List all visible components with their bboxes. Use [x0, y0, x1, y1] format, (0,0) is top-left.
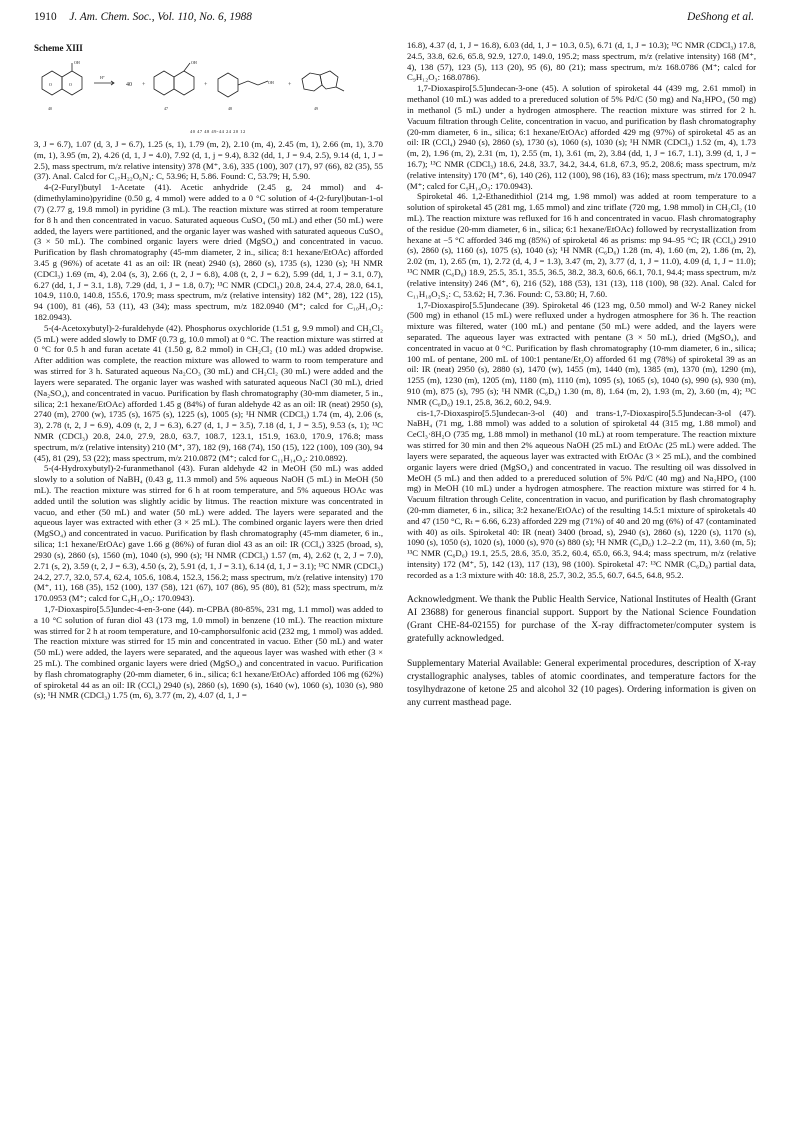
supplementary-material: Supplementary Material Available: General experimental procedures, description of X-ray crystallographic analyses, tables of atomic coordinates, and temperature factors for the tosylhydrazone of ketone 25 and alcohol 32 (10 pages). Ordering information is given on any current masthead page.	[407, 657, 756, 708]
paragraph-furanmethanol-43: 5-(4-Hydroxybutyl)-2-furanmethanol (43). Furan aldehyde 42 in MeOH (50 mL) was added slowly to a solution of NaBH₄ (0.43 g, 11.3 mmol) and 5% aqueous NaOH (5 mL) in MeOH (50 mL). The reaction mixture was stirred for 6 h at room temperature, and 5% aqueous HOAc was added until the solution was slightly acidic by litmus. The reaction mixture was concentrated in vacuo, and ether (50 mL) and water (50 mL) were added. The layers were separated and the aqueous layer was extracted with ether (3 × 25 mL). The combined organic layers were then dried (MgSO₄) and concentrated in vacuo. Purification by flash chromatography (45-mm diameter, 6 in., silica; 1:1 hexane/EtOAc) gave 1.66 g (86%) of furan diol 43 as an oil: IR (CCl₄) 3325 (broad, s), 2930 (s), 2860 (s), 1560 (m), 1040 (s), 990 (s); ¹H NMR (CDCl₃) 1.57 (m, 4), 2.62 (t, 2, J = 7.0), 2.71 (s, 2), 3.59 (t, 2, J = 6.3), 4.50 (s, 2), 5.91 (d, 1, J = 3.1), 6.14 (d, 1, J = 3.1); ¹³C NMR (CDCl₃) 24.2, 27.7, 32.0, 57.4, 62.4, 105.6, 108.4, 152.3, 156.2; mass spectrum, m/z (relative intensity) 170 (M⁺, 11), 168 (35), 152 (100), 137 (58), 121 (67), 107 (86), 95 (80), 81 (52); mass spectrum, m/z 170.0953 (M⁺; calcd for C₉H₁₄O₃: 170.0943).	[34, 463, 383, 604]
svg-text:H⁺: H⁺	[100, 75, 105, 80]
paragraph-spiroketal-44: 1,7-Dioxaspiro[5.5]undec-4-en-3-one (44). m-CPBA (80-85%, 231 mg, 1.1 mmol) was added to a 10 °C solution of furan diol 43 (173 mg, 1.0 mmol) in benzene (10 mL). The reaction mixture was stirred for 2 h at room temperature, and 10-camphorsulfonic acid (232 mg, 1 mmol) was added. The reaction mixture was stirred for 15 min and concentrated in vacuo. Ether (50 mL) and water (50 mL) were added, the layers were separated, and the aqueous layer was washed with ether (3 × 25 mL). The combined organic layers were dried (MgSO₄) and concentrated in vacuo. Purification by flash chromatography (20-mm diameter, 6 in., silica; 6:1 hexane/EtOAc) afforded 106 mg (62%) of spiroketal 44 as an oil: IR (CCl₄) 2940 (s), 2860 (s), 1690 (s), 1640 (w), 1060 (s), 1030 (s), 980 (s); ¹H NMR (CDCl₃) 1.75 (m, 6), 3.77 (m, 2), 4.07 (d, 1, J =	[34, 603, 383, 701]
svg-text:+: +	[142, 82, 146, 88]
paragraph-continued: 3, J = 6.7), 1.07 (d, 3, J = 6.7), 1.25 (s, 1), 1.79 (m, 2), 2.10 (m, 4), 2.45 (m, 1), 2.66 (m, 1), 3.70 (m, 1), 3.95 (m, 2), 4.26 (d, 1, J = 4.0), 7.92 (d, 1, j = 9.4), 8.32 (dd, 1, J = 9.4, 2.5), 9.14 (d, 1, J = 2.5), mass spectrum, m/z relative intensity) 378 (M⁺, 3.6), 335 (100), 307 (17), 97 (66), 82 (35), 55 (37). Anal. Calcd for C₁₇H₂₂O₆N₄: C, 53.96; H, 5.86. Found: C, 53.79; H, 5.90.	[34, 139, 383, 182]
svg-text:40: 40	[48, 106, 52, 111]
svg-text:OH: OH	[74, 60, 80, 65]
svg-text:O: O	[69, 82, 72, 87]
svg-text:OH: OH	[191, 60, 197, 65]
structure-47	[154, 60, 197, 95]
page-header	[34, 11, 754, 29]
structure-48	[218, 73, 274, 97]
header-left	[34, 11, 252, 23]
acknowledgment: Acknowledgment. We thank the Public Health Service, National Institutes of Health (Grant AI 23688) for generous financial support. Support by the National Science Foundation (Grant CHE-84-02155) for purchase of the X-ray diffractometer/computer system is gratefully acknowledged.	[407, 593, 756, 644]
left-column	[34, 43, 383, 701]
structure-40	[42, 60, 82, 95]
scheme-title: Scheme XIII	[34, 43, 83, 53]
svg-text:47: 47	[164, 106, 168, 111]
svg-text:O: O	[49, 82, 52, 87]
paragraph-spiroketal-45: 1,7-Dioxaspiro[5.5]undecan-3-one (45). A solution of spiroketal 44 (439 mg, 2.61 mmol) in methanol (10 mL) was added to a prereduced solution of 5% Pd/C (50 mg) and Na₂HPO₄ (50 mg) in methanol (5 mL) under a hydrogen atmosphere. The reaction mixture was stirred for 2 h. Vacuum filtration through Celite, concentration in vacuo, and purification by flash chromatography (20-mm diameter, 6 in., silica; 6:1 hexane/EtOAc) afforded 429 mg (97%) of spiroketal 45 as an oil: IR (CCl₄) 2940 (s), 2860 (s), 1730 (s), 1060 (s), 1030 (s); ¹H NMR (CDCl₃) 1.52 (m, 4), 1.73 (m, 2), 1.96 (m, 2), 2.31 (m, 1), 2.55 (m, 1), 3.61 (m, 2), 3.84 (dd, 1, J = 16.7, 1.1), 3.99 (d, 1, J = 16.7); ¹³C NMR (CDCl₃) 18.6, 24.8, 33.7, 34.2, 34.4, 61.8, 67.3, 95.2, 208.6; mass spectrum, m/z (relative intensity) 170 (M⁺, 6), 140 (26), 112 (100), 98 (16), 83 (16); mass spectrum, m/z 170.0947 (M⁺; calcd for C₉H₁₄O₃: 170.0943).	[407, 83, 756, 191]
structure-49	[302, 71, 344, 91]
scheme-structures	[34, 55, 383, 125]
paragraph-continued-right: 16.8), 4.37 (d, 1, J = 16.8), 6.03 (dd, 1, J = 10.3, 0.5), 6.71 (d, 1, J = 10.3); ¹³C NMR (CDCl₃) 17.8, 24.5, 33.8, 62.6, 65.8, 92.9, 127.0, 149.0, 195.2; mass spectrum, m/z (relative intensity) 168 (M⁺, 4), 138 (57), 123 (5), 113 (20), 95 (6), 80 (21); mass spectrum, m/z 168.0786 (M⁺; calcd for C₉H₁₂O₃: 168.0786).	[407, 40, 756, 83]
svg-text:+: +	[204, 82, 208, 88]
paragraph-spiroketal-40-47: cis-1,7-Dioxaspiro[5.5]undecan-3-ol (40) and trans-1,7-Dioxaspiro[5.5]undecan-3-ol (47). NaBH₄ (71 mg, 1.88 mmol) was added to a solution of spiroketal 44 (315 mg, 1.88 mmol) and CeCl₃·8H₂O (735 mg, 1.88 mmol) in methanol (10 mL) at room temperature. The reaction mixture was stirred for 30 min and then 2% aqueous NaOH (25 mL) and EtOAc (25 mL) were added. The layers were separated, the aqueous layer was extracted with EtOAc (3 × 25 mL), and the combined organic layers were dried (MgSO₄) and concentrated in vacuo. The resulting oil was dissolved in MeOH (5 mL) and then added to a prereduced solution of 5% Pd/C (40 mg) and Na₂HPO₄ (100 mg) in MeOH (10 mL) under a hydrogen atmosphere. The reaction mixture was stirred for 4 h. Vacuum filtration through Celite, concentration in vacuo, and purification by flash chromatography (20-mm diameter, 6 in., silica; 3:2 hexane/EtOAc) of the resulting 14.5:1 mixture of spiroketals 40 and 47 (150 °C, Rₜ = 6.66, 6.23) afforded 229 mg (71%) of 40 and 20 mg (6%) of 47 (contaminated with 40) as oils. Spiroketal 40: IR (neat) 3400 (broad, s), 2940 (s), 2860 (s), 1220 (s), 1170 (s), 1090 (s), 1050 (s), 1020 (s), 1000 (s), 970 (s) 880 (s); ¹H NMR (C₆D₆) 1.2–2.2 (m, 11), 3.60 (m, 5); ¹³C NMR (C₆D₆) 19.1, 25.5, 28.6, 35.0, 35.2, 60.4, 65.0, 66.3, 94.4; mass spectrum, m/z (relative intensity) 172 (M⁺, 5), 142 (13), 117 (13), 98 (100). Spiroketal 47: ¹³C NMR (C₆D₆) partial data, recorded as a 1:3 mixture with 40: 18.8, 25.7, 30.2, 35.5, 60.7, 64.5, 64.8, 95.2.	[407, 407, 756, 580]
paragraph-furaldehyde-42: 5-(4-Acetoxybutyl)-2-furaldehyde (42). Phosphorus oxychloride (1.51 g, 9.9 mmol) and CH₂Cl₂ (5 mL) were added slowly to DMF (0.73 g, 10.0 mmol) at 0 °C. The reaction mixture was stirred at 0 °C for 0.5 h and furan acetate 41 (1.50 g, 8.2 mmol) in CH₂Cl₂ (10 mL) was added dropwise. After addition was complete, the reaction mixture was allowed to warm to room temperature and was stirred for 3 h. Saturated aqueous Na₂CO₃ (30 mL) and CH₂Cl₂ (30 mL) were added and the layers were separated. The organic layer was washed with saturated aqueous NaCl (30 mL), dried (Na₂SO₄), and concentrated in vacuo. Purification by flash chromatography (30-mm diameter, 5 in., silica; 2:1 hexane/EtOAc) afforded 1.45 g (84%) of furan aldehyde 42 as an oil: IR (neat) 2950 (s), 2740 (m), 2700 (w), 1735 (s), 1675 (s), 1225 (s), 1005 (s); ¹H NMR (CDCl₃) 1.74 (m, 4), 2.06 (s, 3), 2.78 (t, 2, J = 6.9), 4.09 (t, 2, J = 6.3), 6.27 (d, 1, J = 3.5), 7.18 (d, 1, J = 3.5), 9.53 (s, 1); ¹³C NMR (CDCl₃) 20.8, 24.0, 27.9, 28.0, 63.7, 108.7, 123.1, 151.9, 163.0, 170.9, 176.8; mass spectrum, m/z (relative intensity) 210 (M⁺, 37), 182 (9), 168 (74), 150 (15), 122 (100), 109 (30), 94 (45), 81 (29), 53 (22); mass spectrum, m/z 210.0872 (M⁺; calcd for C₁₁H₁₄O₄: 210.0892).	[34, 322, 383, 463]
svg-text:49: 49	[314, 106, 318, 111]
right-column	[407, 40, 756, 709]
page-number: 1910	[34, 11, 57, 23]
svg-text:40: 40	[126, 82, 132, 88]
paragraph-spiroketal-46: Spiroketal 46. 1,2-Ethanedithiol (214 mg, 1.98 mmol) was added at room temperature to a solution of spiroketal 45 (281 mg, 1.65 mmol) and zinc triflate (720 mg, 1.98 mmol) in CH₂Cl₂ (10 mL). The reaction mixture was refluxed for 16 h and concentrated in vacuo. Flash chromatography of the residue (20-mm diameter, 6 in., silica; 6:1 hexane/EtOAc) followed by recrystallization from hexane at −5 °C afforded 346 mg (85%) of spiroketal 46 as prisms: mp 94–95 °C; IR (CCl₄) 2910 (s), 2860 (s), 1160 (s), 1075 (s), 1040 (s); ¹H NMR (C₆D₆) 1.28 (m, 4), 1.60 (m, 2), 1.86 (m, 2), 2.02 (m, 1), 2.65 (m, 1), 2.72 (d, 4, J = 1.3), 3.47 (m, 2), 3.77 (d, 1, J = 11.0), 4.09 (d, 1, J = 11.0); ¹³C NMR (C₆D₆) 18.9, 25.5, 35.1, 35.5, 36.5, 38.2, 38.3, 60.6, 66.1, 70.1, 94.4; mass spectrum, m/z (relative intensity) 246 (M⁺, 6), 216 (52), 188 (53), 131 (13), 118 (100), 98 (32). Anal. Calcd for C₁₁H₁₈O₂S₂: C, 53.62; H, 7.36. Found: C, 53.80; H, 7.60.	[407, 191, 756, 299]
scheme-caption: 40 47 48 49-44 24 20 12	[190, 129, 246, 134]
paragraph-acetate-41: 4-(2-Furyl)butyl 1-Acetate (41). Acetic anhydride (2.45 g, 24 mmol) and 4-(dimethylamino)pyridine (0.50 g, 4 mmol) were added to a 0 °C solution of 4-(2-furyl)butan-1-ol (7) (2.77 g, 19.8 mmol) in pyridine (3 mL). The reaction mixture was stirred at room temperature for 8 h and then concentrated in vacuo. Saturated aqueous CuSO₄ (50 mL) and ether (50 mL) were added, the layers were partitioned, and the organic layer was washed with saturated aqueous CuSO₄ (3 × 50 mL). The combined organic layers were dried (MgSO₄) and concentrated in vacuo. Purification by flash chromatography (45-mm diameter, 2 in., silica; 8:1 hexane/EtOAc) afforded 3.45 g (96%) of acetate 41 as an oil: IR (neat) 2940 (s), 2860 (s), 1735 (s), 1230 (s); ¹H NMR (CDCl₃) 1.69 (m, 4), 2.04 (s, 3), 2.66 (t, 2, J = 6.8), 4.08 (t, 2, J = 6.2), 5.99 (dd, 1, J = 3.1, 0.7), 6.27 (dd, 1, J = 3.1, 1.8), 7.29 (dd, 1, J = 1.8, 0.7); ¹³C NMR (CDCl₃) 20.8, 24.4, 27.4, 28.0, 64.1, 104.9, 110.0, 140.8, 155.6, 170.9; mass spectrum, m/z (relative intensity) 182 (M⁺, 28), 122 (15), 94 (100), 81 (46), 53 (11), 43 (34); mass spectrum, m/z 182.0940 (M⁺; calcd for C₁₀H₁₄O₃: 182.0943).	[34, 182, 383, 322]
running-author: DeShong et al.	[687, 11, 754, 23]
paragraph-spiroketal-39: 1,7-Dioxaspiro[5.5]undecane (39). Spiroketal 46 (123 mg, 0.50 mmol) and W-2 Raney nickel (500 mg) in ethanol (15 mL) were refluxed under a hydrogen atmosphere for 36 h. The reaction mixture was filtered, water (100 mL) and pentane (50 mL) were added, and the layers were separated. The aqueous layer was extracted with pentane (3 × 50 mL), dried (MgSO₄), and concentrated in vacuo at 0 °C. Purification by flash chromatography (10-mm diameter, 6 in., silica; 100 mL of pentane, 200 mL of 100:1 pentane/Et₂O) afforded 61 mg (78%) of spiroketal 39 as an oil: IR (neat) 2950 (s), 2880 (s), 1470 (w), 1455 (m), 1440 (m), 1385 (m), 1370 (m), 1290 (m), 1255 (m), 1230 (m), 1205 (m), 1180 (m), 1110 (m), 1095 (s), 1065 (s), 1040 (s), 990 (s), 930 (m), 910 (m), 875 (s), 795 (s); ¹H NMR (C₆D₆) 1.30 (m, 8), 1.64 (m, 2), 1.93 (m, 2), 3.60 (m, 4); ¹³C NMR (C₆D₆) 19.1, 25.8, 36.2, 60.2, 94.9.	[407, 299, 756, 407]
scheme-figure	[34, 43, 383, 139]
svg-text:+: +	[288, 82, 292, 88]
journal-citation: J. Am. Chem. Soc., Vol. 110, No. 6, 1988	[69, 11, 252, 23]
svg-text:OH: OH	[268, 80, 274, 85]
svg-text:48: 48	[228, 106, 232, 111]
